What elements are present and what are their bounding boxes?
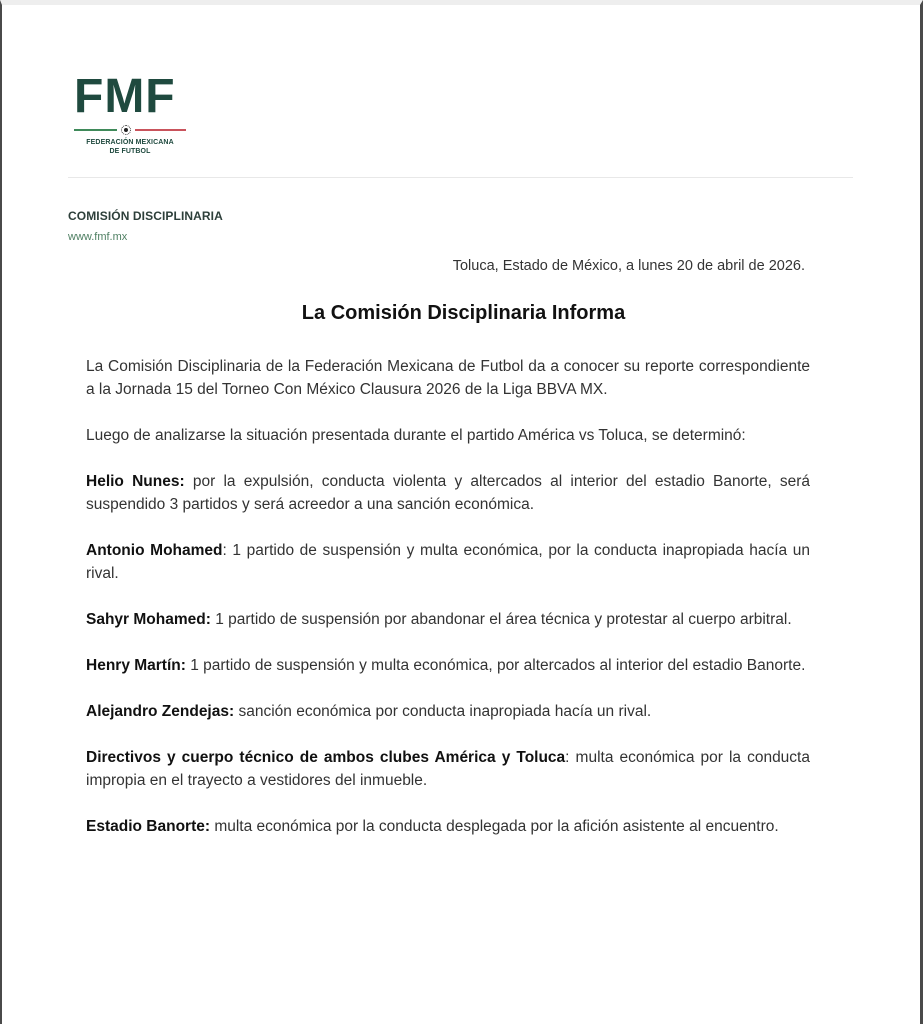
document-title: La Comisión Disciplinaria Informa bbox=[301, 302, 626, 324]
sanction-item bbox=[86, 608, 810, 631]
sanctioned-party: Henry Martín: bbox=[86, 657, 186, 674]
website-link[interactable]: www.fmf.mx bbox=[68, 231, 128, 243]
sanctioned-party: Sahyr Mohamed: bbox=[86, 611, 211, 628]
logo-subtitle-line2: DE FUTBOL bbox=[109, 148, 151, 155]
logo-subtitle-line1: FEDERACIÓN MEXICANA bbox=[86, 139, 174, 146]
document-body bbox=[86, 355, 810, 861]
context-paragraph: Luego de analizarse la situación presentada durante el partido América vs Toluca, se determinó: bbox=[86, 427, 746, 444]
sanction-item bbox=[86, 654, 810, 677]
green-stripe bbox=[74, 129, 117, 131]
sanctioned-party: Directivos y cuerpo técnico de ambos clubes América y Toluca bbox=[86, 749, 566, 766]
sanction-item bbox=[86, 815, 810, 838]
sanctioned-party: Estadio Banorte: bbox=[86, 818, 211, 835]
sanction-text: : 1 partido de suspensión y multa económica, por la conducta inapropiada hacía un rival. bbox=[86, 542, 810, 582]
logo-subtitle bbox=[74, 138, 186, 156]
sanction-item bbox=[86, 470, 810, 516]
sanction-text: 1 partido de suspensión y multa económica, por altercados al interior del estadio Banorte. bbox=[185, 657, 806, 674]
date-line: Toluca, Estado de México, a lunes 20 de abril de 2026. bbox=[452, 258, 805, 274]
header-divider bbox=[68, 177, 853, 178]
sanctioned-party: Alejandro Zendejas: bbox=[86, 703, 235, 720]
commission-label: COMISIÓN DISCIPLINARIA bbox=[68, 209, 223, 223]
sanction-item bbox=[86, 700, 810, 723]
sanction-text: : multa económica por la conducta impropia en el trayecto a vestidores del inmueble. bbox=[86, 749, 810, 789]
soccer-ball-icon bbox=[121, 125, 131, 135]
fmf-logo bbox=[74, 70, 186, 156]
sanctioned-party: Helio Nunes: bbox=[86, 473, 185, 490]
sanction-text: multa económica por la conducta desplegada por la afición asistente al encuentro. bbox=[210, 818, 779, 835]
logo-wordmark: FMF bbox=[74, 70, 176, 123]
intro-paragraph: La Comisión Disciplinaria de la Federación Mexicana de Futbol da a conocer su reporte correspondiente a la Jornada 15 del Torneo Con México Clausura 2026 de la Liga BBVA MX. bbox=[86, 358, 810, 398]
red-stripe bbox=[135, 129, 186, 131]
sanction-text: por la expulsión, conducta violenta y altercados al interior del estadio Banorte, será suspendido 3 partidos y será acreedor a una sanción económica. bbox=[86, 473, 811, 513]
sanction-text: sanción económica por conducta inapropiada hacía un rival. bbox=[234, 703, 652, 720]
sanctioned-party: Antonio Mohamed bbox=[86, 542, 223, 559]
sanction-item bbox=[86, 746, 810, 792]
sanction-text: 1 partido de suspensión por abandonar el área técnica y protestar al cuerpo arbitral. bbox=[210, 611, 792, 628]
sanction-item bbox=[86, 539, 810, 585]
logo-stripes bbox=[74, 125, 186, 135]
